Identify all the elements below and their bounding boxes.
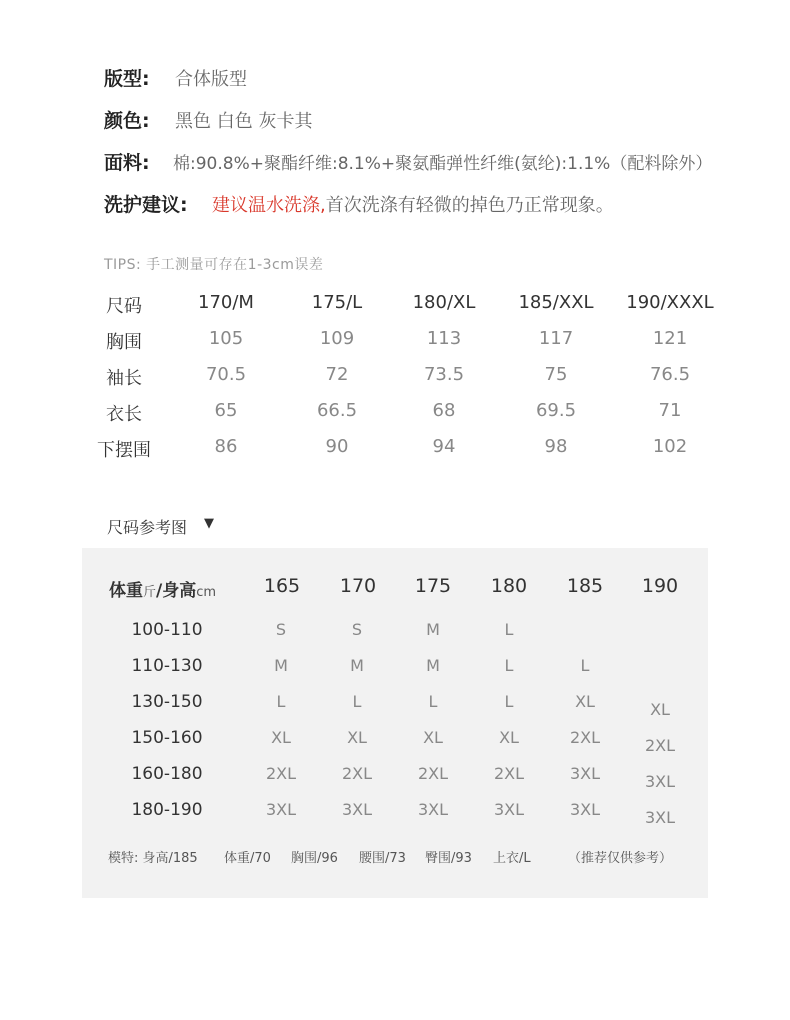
size-header: 180/XL — [412, 292, 476, 313]
height-header: 180 — [490, 575, 528, 597]
height-header: 170 — [339, 575, 377, 597]
fit-value: 合体版型 — [175, 69, 247, 90]
measurement-label-chest: 胸围 — [106, 332, 142, 353]
size-cell: 3XL — [341, 800, 373, 819]
size-cell: S — [275, 620, 287, 639]
size-cell: 3XL — [569, 800, 601, 819]
model-waist: 腰围/73 — [359, 851, 406, 866]
size-cell: XL — [575, 692, 595, 711]
size-cell: 2XL — [265, 764, 297, 783]
weight-range: 150-160 — [131, 728, 203, 748]
color-value: 黑色 白色 灰卡其 — [175, 111, 313, 132]
size-cell: S — [351, 620, 363, 639]
size-cell: L — [276, 692, 286, 711]
size-cell: 3XL — [417, 800, 449, 819]
size-cell: L — [504, 620, 514, 639]
size-cell: XL — [347, 728, 367, 747]
size-cell: 2XL — [341, 764, 373, 783]
size-cell: 3XL — [493, 800, 525, 819]
height-header: 165 — [263, 575, 301, 597]
measurement-cell: 102 — [652, 436, 688, 457]
triangle-down-icon: ▼ — [204, 516, 214, 531]
measurement-label-hem: 下摆围 — [97, 440, 151, 461]
size-cell: XL — [271, 728, 291, 747]
weight-range: 110-130 — [131, 656, 203, 676]
measurement-cell: 70.5 — [205, 364, 247, 385]
measurement-cell: 75 — [544, 364, 568, 385]
size-cell: L — [428, 692, 438, 711]
size-cell: 2XL — [644, 736, 676, 755]
care-highlight: 建议温水洗涤, — [212, 195, 326, 216]
measurement-cell: 66.5 — [316, 400, 358, 421]
size-cell: L — [504, 692, 514, 711]
measurement-cell: 117 — [538, 328, 574, 349]
care-note: 首次洗涤有轻微的掉色乃正常现象。 — [325, 195, 614, 216]
size-cell: M — [350, 656, 364, 675]
size-cell: L — [580, 656, 590, 675]
measurement-cell: 98 — [544, 436, 568, 457]
model-weight: 体重/70 — [224, 851, 271, 866]
reference-note: （推荐仅供参考） — [568, 851, 673, 866]
size-cell: 3XL — [569, 764, 601, 783]
size-cell: M — [426, 656, 440, 675]
size-cell: 3XL — [644, 772, 676, 791]
size-cell: L — [504, 656, 514, 675]
size-reference-title: 尺码参考图 — [107, 518, 188, 537]
weight-range: 100-110 — [131, 620, 203, 640]
size-cell: M — [426, 620, 440, 639]
measurement-cell: 113 — [426, 328, 462, 349]
size-cell: M — [274, 656, 288, 675]
color-label: 颜色: — [104, 110, 150, 132]
size-header-label: 尺码 — [106, 296, 142, 317]
height-header: 175 — [414, 575, 452, 597]
model-top-size: 上衣/L — [493, 851, 531, 866]
measurement-cell: 65 — [214, 400, 238, 421]
weight-range: 160-180 — [131, 764, 203, 784]
fit-label: 版型: — [104, 68, 150, 90]
measurement-cell: 105 — [208, 328, 244, 349]
weight-unit: 斤 — [143, 585, 157, 600]
measurement-cell: 86 — [214, 436, 238, 457]
size-header: 170/M — [198, 292, 254, 313]
weight-label: 体重 — [109, 581, 143, 601]
height-header: 185 — [566, 575, 604, 597]
measurement-cell: 121 — [652, 328, 688, 349]
measurement-cell: 72 — [325, 364, 349, 385]
size-cell: 2XL — [493, 764, 525, 783]
measurement-cell: 69.5 — [535, 400, 577, 421]
measurement-cell: 109 — [319, 328, 355, 349]
measurement-cell: 71 — [658, 400, 682, 421]
size-header: 190/XXXL — [626, 292, 714, 313]
size-header: 175/L — [311, 292, 363, 313]
model-height: 模特: 身高/185 — [108, 851, 198, 866]
measurement-cell: 94 — [432, 436, 456, 457]
tips-note: TIPS: 手工测量可存在1-3cm误差 — [104, 257, 324, 273]
measurement-cell: 76.5 — [649, 364, 691, 385]
care-value — [212, 191, 614, 217]
measurement-cell: 73.5 — [423, 364, 465, 385]
model-hip: 臀围/93 — [425, 851, 472, 866]
weight-range: 130-150 — [131, 692, 203, 712]
size-cell: 2XL — [569, 728, 601, 747]
size-cell: XL — [650, 700, 670, 719]
measurement-cell: 90 — [325, 436, 349, 457]
measurement-label-length: 衣长 — [106, 404, 142, 425]
size-cell: XL — [499, 728, 519, 747]
height-header: 190 — [641, 575, 679, 597]
fabric-value: 棉:90.8%+聚酯纤维:8.1%+聚氨酯弹性纤维(氨纶):1.1%（配料除外） — [173, 154, 713, 174]
weight-range: 180-190 — [131, 800, 203, 820]
size-cell: 3XL — [644, 808, 676, 827]
weight-height-header — [109, 576, 216, 601]
size-cell: 3XL — [265, 800, 297, 819]
height-label: /身高 — [156, 581, 197, 601]
size-header: 185/XXL — [518, 292, 594, 313]
measurement-label-sleeve: 袖长 — [106, 368, 142, 389]
care-label: 洗护建议: — [104, 194, 188, 216]
model-chest: 胸围/96 — [291, 851, 338, 866]
fabric-label: 面料: — [104, 152, 150, 174]
measurement-cell: 68 — [432, 400, 456, 421]
size-cell: XL — [423, 728, 443, 747]
size-cell: 2XL — [417, 764, 449, 783]
size-cell: L — [352, 692, 362, 711]
height-unit: cm — [196, 585, 217, 600]
